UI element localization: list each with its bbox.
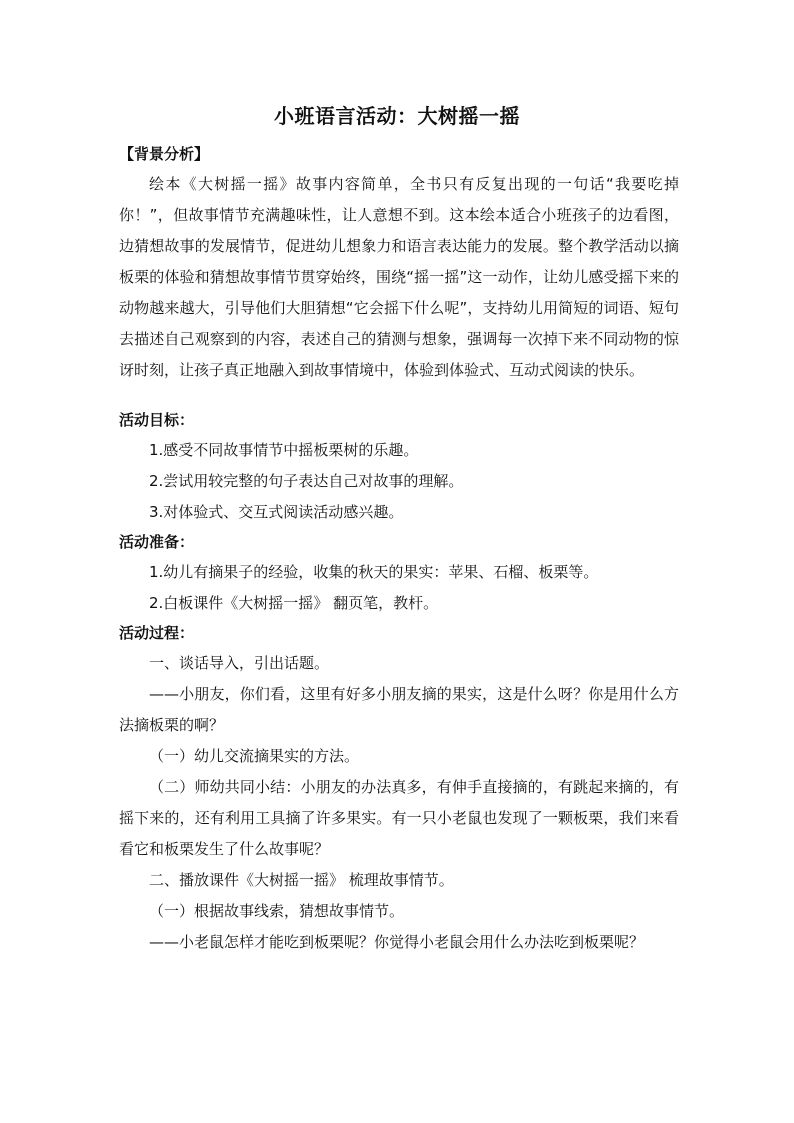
process-paragraph: ——小朋友，你们看，这里有好多小朋友摘的果实，这是什么呀？你是用什么方法摘板栗的啊？: [119, 685, 679, 734]
process-paragraph: （二）师幼共同小结：小朋友的办法真多，有伸手直接摘的，有跳起来摘的，有摇下来的，还有利用工具摘了许多果实。有一只小老鼠也发现了一颗板栗，我们来看看它和板栗发生了什么故事呢？: [119, 778, 679, 858]
process-paragraph: 一、谈话导入，引出话题。: [149, 654, 330, 672]
goals-heading: 活动目标：: [119, 411, 195, 429]
spacer: [119, 386, 679, 406]
preparation-item: 2.白板课件《大树摇一摇》 翻页笔，教杆。: [149, 594, 439, 612]
goal-item: 3.对体验式、交互式阅读活动感兴趣。: [149, 503, 404, 521]
goal-item: 1.感受不同故事情节中摇板栗树的乐趣。: [149, 441, 419, 459]
process-paragraph: 二、播放课件《大树摇一摇》 梳理故事情节。: [149, 871, 454, 889]
process-paragraph: ——小老鼠怎样才能吃到板栗呢？你觉得小老鼠会用什么办法吃到板栗呢？: [149, 933, 645, 951]
preparation-item: 1.幼儿有摘果子的经验，收集的秋天的果实：苹果、石榴、板栗等。: [149, 563, 599, 581]
process-paragraph: （一）幼儿交流摘果实的方法。: [149, 747, 360, 765]
document-body: [119, 140, 679, 958]
background-heading: 【背景分析】: [119, 145, 210, 163]
process-heading: 活动过程：: [119, 624, 195, 642]
background-paragraph: 绘本《大树摇一摇》故事内容简单，全书只有反复出现的一句话“我要吃掉你！”，但故事情节充满趣味性，让人意想不到。这本绘本适合小班孩子的边看图，边猜想故事的发展情节，促进幼儿想象力和语言表达能力的发展。整个教学活动以摘板栗的体验和猜想故事情节贯穿始终，围绕“摇一摇”这一动作，让幼儿感受摇下来的动物越来越大，引导他们大胆猜想“它会摇下什么呢”，支持幼儿用简短的词语、短句去描述自己观察到的内容，表述自己的猜测与想象，强调每一次掉下来不同动物的惊讶时刻，让孩子真正地融入到故事情境中，体验到体验式、互动式阅读的快乐。: [119, 175, 679, 379]
goal-item: 2.尝试用较完整的句子表达自己对故事的理解。: [149, 472, 464, 490]
preparation-heading: 活动准备：: [119, 533, 195, 551]
process-paragraph: （一）根据故事线索，猜想故事情节。: [149, 902, 405, 920]
document-title: 小班语言活动：大树摇一摇: [274, 104, 520, 128]
